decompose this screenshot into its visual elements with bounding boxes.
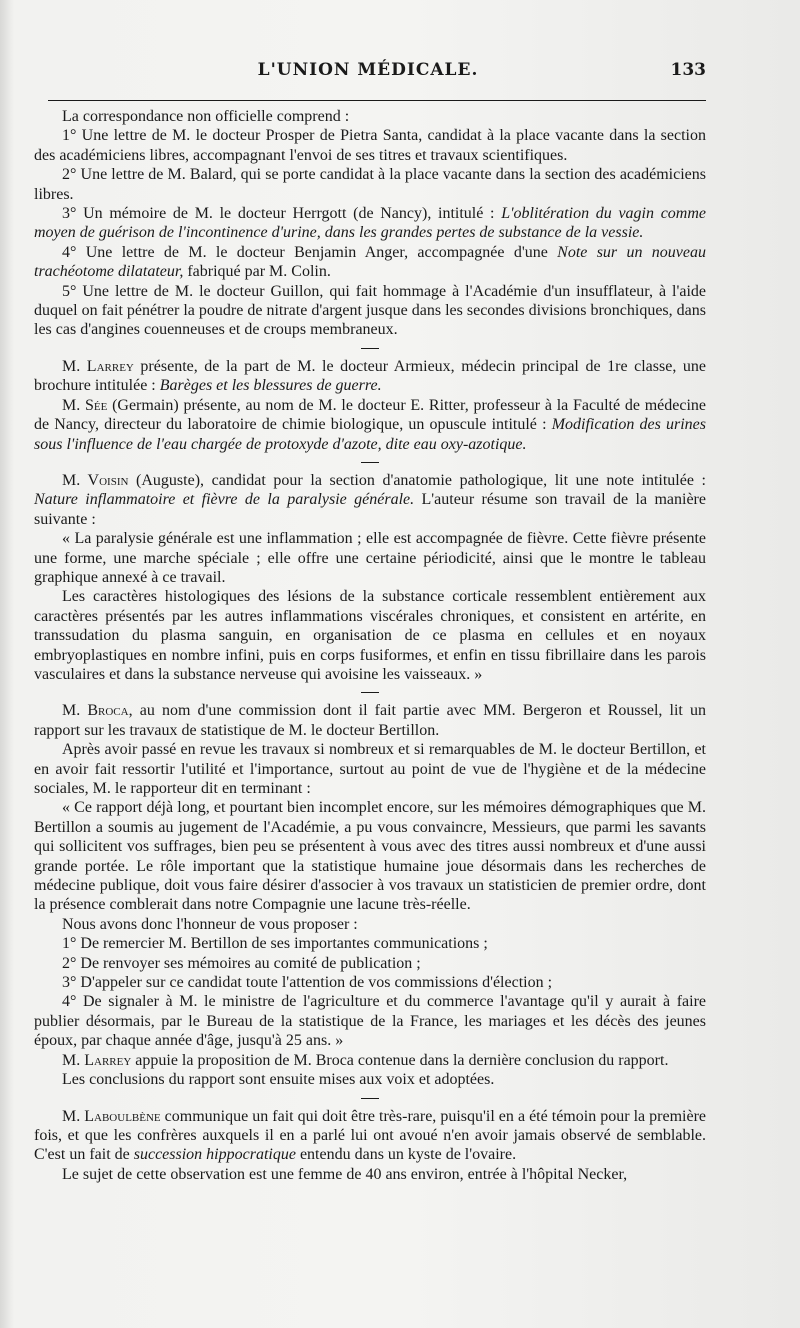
speaker-name: M. Laboulbène [62,1107,161,1125]
section-separator [361,462,379,463]
item4-text: 4° Une lettre de M. le docteur Benjamin Anger, accompagnée d'une [62,243,558,261]
see-presentation [34,396,706,454]
broca-item-1: 1° De remercier M. Bertillon de ses importantes communications ; [62,935,488,953]
broca-proposal: Nous avons donc l'honneur de vous proposer : [62,915,358,933]
correspondence-item-2: 2° Une lettre de M. Balard, qui se porte candidat à la place vacante dans la section des académiciens libres. [34,166,706,203]
voisin-text: (Auguste), candidat pour la section d'anatomie pathologique, lit une note intitulée : [128,471,707,489]
running-title: L'UNION MÉDICALE. [257,60,479,80]
broca-quote: « Ce rapport déjà long, et pourtant bien incomplet encore, sur les mémoires démographiques que M. Bertillon a soumis au jugement de l'Académie, a pu vous convaincre, Messieurs, que parmi les savants qui sollicitent vos suffrages, bien peu se présentent à vous avec des titres aussi nombreux et d'une aussi grande portée. Le rôle important que la statistique humaine joue désormais dans les recherches de médecine publique, doit vous faire désirer d'associer à vos travaux un statisticien de premier ordre, dont la présence comblerait dans notre Compagnie une lacune très-réelle. [34,799,706,914]
voisin-note [34,471,706,529]
header-rule [48,100,706,101]
larrey-support-text: appuie la proposition de M. Broca contenue dans la dernière conclusion du rapport. [131,1051,669,1069]
voisin-title: Nature inflammatoire et fièvre de la paralysie générale. [34,491,415,509]
correspondence-item-3 [34,204,706,243]
broca-item-2: 2° De renvoyer ses mémoires au comité de publication ; [62,954,421,972]
page-number: 133 [670,60,706,80]
speaker-name: M. Larrey [62,357,134,375]
last-paragraph: Le sujet de cette observation est une femme de 40 ans environ, entrée à l'hôpital Necker, [62,1165,628,1183]
speaker-name: M. Larrey [62,1051,132,1069]
larrey-presentation [34,357,706,396]
broca-paragraph-2: Après avoir passé en revue les travaux si nombreux et si remarquables de M. le docteur Bertillon, et en avoir fait ressortir l'utilité et l'importance, surtout au point de vue de l'hygiène et de la médecine sociales, M. le rapporteur dit en terminant : [34,741,706,797]
larrey-title: Barèges et les blessures de guerre. [159,377,382,395]
correspondence-intro: La correspondance non officielle comprend : [62,108,350,125]
item4-tail: fabriqué par M. Colin. [183,263,331,281]
body-text [30,107,706,1184]
section-separator [361,1098,379,1099]
broca-report [34,701,706,740]
laboulbene-tail: entendu dans un kyste de l'ovaire. [295,1146,517,1164]
section-separator [361,348,379,349]
speaker-name: M. Sée [62,396,108,414]
section-separator [361,692,379,693]
page-header [30,58,706,92]
larrey-text: présente, de la part de M. le docteur Armieux, médecin principal de 1re classe, une brochure intitulée : [34,357,706,395]
voisin-quote-1: « La paralysie générale est une inflammation ; elle est accompagnée de fièvre. Cette fièvre présente une forme, une marche spéciale ; elle offre une certaine périodicité, ainsi que le montre le tableau graphique annexé à ce travail. [34,530,706,586]
broca-item-3: 3° D'appeler sur ce candidat toute l'attention de vos commissions d'élection ; [62,974,553,992]
see-text: (Germain) présente, au nom de M. le docteur E. Ritter, professeur à la Faculté de médecine de Nancy, directeur du laboratoire de chimie biologique, un opuscule intitulé : [34,396,707,434]
larrey-support [34,1051,706,1070]
item3-text: 3° Un mémoire de M. le docteur Herrgott (de Nancy), intitulé : [62,205,502,223]
voisin-tail: L'auteur résume son travail de la manière suivante : [34,491,706,528]
correspondence-item-5: 5° Une lettre de M. le docteur Guillon, qui fait hommage à l'Académie d'un insufflateur, à l'aide duquel on fait pénétrer la poudre de nitrate d'argent jusque dans les secondes divisions bronchiques, dans les cas d'angines couenneuses et de croups membraneux. [34,282,706,339]
see-title: Modification des urines sous l'influence de l'eau chargée de protoxyde d'azote, dite eau oxy-azotique. [34,416,707,453]
laboulbene-communication [34,1107,706,1165]
conclusions-adopted: Les conclusions du rapport sont ensuite mises aux voix et adoptées. [62,1071,495,1089]
laboulbene-text: communique un fait qui doit être très-rare, puisqu'il en a été témoin pour la première fois, et que les confrères auxquels il en a parlé lui ont avoué n'en avoir jamais observé de semblable. C'est un fait de [34,1107,707,1164]
speaker-name: M. Broca [62,702,129,720]
laboulbene-title: succession hippocratique [133,1146,296,1164]
item4-title: Note sur un nouveau trachéotome dilatateur, [34,243,707,281]
speaker-name: M. Voisin [62,471,129,489]
correspondence-item-4 [34,243,706,282]
correspondence-item-1: 1° Une lettre de M. le docteur Prosper de Pietra Santa, candidat à la place vacante dans la section des académiciens libres, accompagnant l'envoi de ses titres et travaux scientifiques. [34,127,706,164]
broca-item-4: 4° De signaler à M. le ministre de l'agriculture et du commerce l'avantage qu'il y aurait à faire publier désormais, par le Bureau de la statistique de la France, les mariages et les décès des jeunes époux, par chaque année d'âge, jusqu'à 25 ans. » [34,993,706,1050]
voisin-quote-2: Les caractères histologiques des lésions de la substance corticale ressemblent entièrement aux caractères présentés par les autres inflammations viscérales chroniques, et consistent en artérite, en transsudation du plasma sanguin, en organisation de ce plasma en cellules et en noyaux embryoplastiques en nombre infini, puis en corps fusiformes, et enfin en tissu fibrillaire dans les parois vasculaires et dans la substance nerveuse qui avoisine les vaisseaux. » [34,588,706,683]
item3-title: L'oblitération du vagin comme moyen de guérison de l'incontinence d'urine, dans les grandes pertes de substance de la vessie. [34,205,707,242]
broca-text: , au nom d'une commission dont il fait partie avec MM. Bergeron et Roussel, lit un rapport sur les travaux de statistique de M. le docteur Bertillon. [34,702,706,739]
